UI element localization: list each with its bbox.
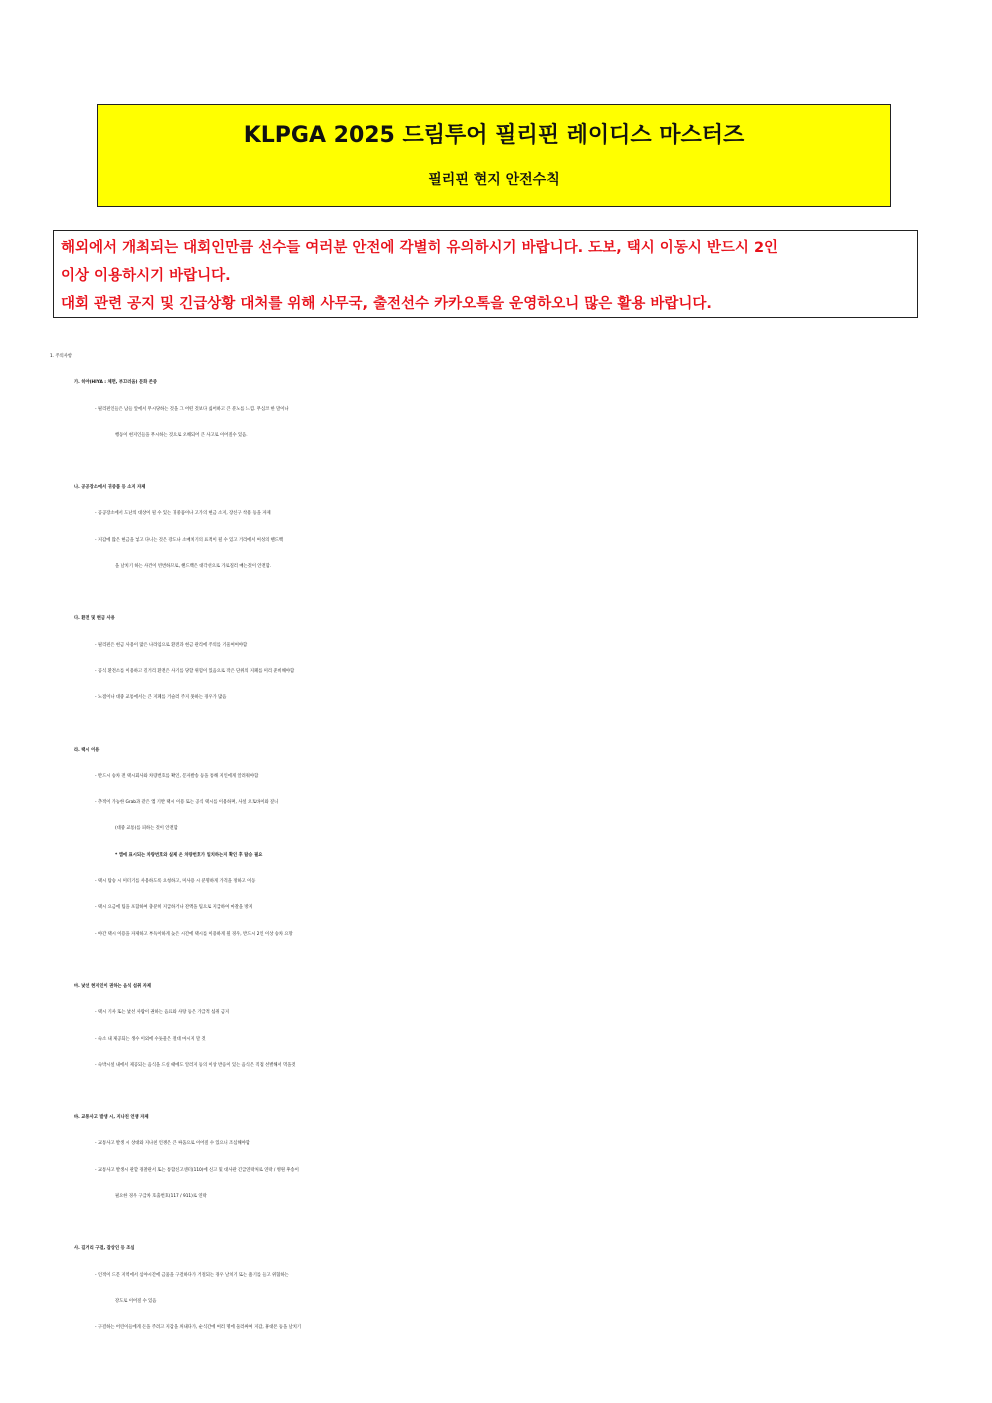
bullet-item: - 필리핀은 현금 사용이 많은 나라임으로 환전과 현금 관리에 주의를 기울여여야함 <box>95 642 248 648</box>
subsection-heading: 다. 환전 및 현금 사용 <box>74 616 115 622</box>
document-title: KLPGA 2025 드림투어 필리핀 레이디스 마스터즈 <box>243 123 745 148</box>
document-subtitle: 필리핀 현지 안전수칙 <box>428 172 560 188</box>
note-line: * 앱에 표시되는 차량번호와 실제 온 차량번호가 일치하는지 확인 후 탑승 필요 <box>115 852 263 858</box>
bullet-item: - 필리핀인들은 남들 앞에서 무시당하는 것을 그 어떤 것보다 싫어하고 큰 분노를 느낌. 무심코 한 말이나 <box>95 406 289 412</box>
spacer <box>0 449 992 475</box>
spacer <box>0 1210 992 1236</box>
bullet-item: - 택시 탑승 시 미터기를 사용하도록 요청하고, 미사용 시 분명하게 가격을 정하고 이동 <box>95 879 256 885</box>
bullet-item: - 구걸하는 어린이들에게 돈을 주려고 지갑을 꺼내다가, 순식간에 여러 명에 둘러싸여 지갑, 휴대폰 등을 날치기 <box>95 1325 302 1331</box>
bullet-item: - 숙박시설 내에서 제공되는 음식을 드실 때에도 알러지 등의 이상 반응이 있는 음식은 직접 선별해서 먹을것 <box>95 1062 296 1068</box>
notice-box <box>53 230 918 318</box>
spacer <box>0 948 992 974</box>
bullet-item: - 교통사고 발생시 관할 경찰관서 또는 통합신고센터(110)에 신고 및 대사관 긴급연락처로 연락 / 병원 후송이 <box>95 1167 299 1173</box>
bullet-continuation: (대중 교통)를 피하는 것이 안전함 <box>115 826 178 832</box>
bullet-continuation: 행동이 현지인들을 무시하는 것으로 오해되어 큰 사고로 이어질수 있음. <box>115 432 248 438</box>
notice-line: 해외에서 개최되는 대회인만큼 선수들 여러분 안전에 각별히 유의하시기 바랍니다. 도보, 택시 이동시 반드시 2인 <box>61 240 779 256</box>
bullet-item: - 교통사고 발생 시 상대와 지나친 언쟁은 큰 싸움으로 이어질 수 있으니 조심해야함 <box>95 1141 250 1147</box>
bullet-item: - 공식 환전소를 이용하고 길거리 환전은 사기를 당할 위험이 있음으로 작은 단위의 지폐를 미리 준비해야함 <box>95 668 295 674</box>
bullet-item: - 추적이 가능한 Grab과 같은 앱 기반 택시 이용 또는 공식 택시를 이용하며, 사설 오토바이와 짚니 <box>95 800 279 806</box>
bullet-item: - 노점이나 대중 교통에서는 큰 지폐를 거슬러 주지 못하는 경우가 많음 <box>95 695 227 701</box>
section-heading: 1. 주의사항 <box>50 354 73 359</box>
subsection-heading: 가. 히야(HIYA : 체면, 부끄러움) 문화 존중 <box>74 380 158 386</box>
subsection-heading: 사. 길거리 구걸, 잡상인 등 조심 <box>74 1246 135 1252</box>
bullet-item: - 공공장소에서 도난의 대상이 될 수 있는 귀중품이나 고가의 현금 소지, 장신구 착용 등을 자제 <box>95 511 271 517</box>
bullet-continuation: 필요한 경우 구급차 호출번호(117 / 911)로 연락 <box>115 1194 207 1200</box>
bullet-item: - 지갑에 많은 현금을 넣고 다니는 것은 강도나 소매치기의 표적이 될 수 있고 거리에서 여성의 핸드백 <box>95 537 284 543</box>
subsection-heading: 바. 교통사고 발생 시, 지나친 언쟁 자제 <box>74 1115 149 1121</box>
bullet-item: - 택시 기사 또는 낯선 사람이 권하는 음료와 사탕 등은 가급적 섭취 금지 <box>95 1010 230 1016</box>
bullet-item: - 숙소 내 제공되는 생수 이외에 수돗물은 절대 마시지 말 것 <box>95 1036 206 1042</box>
spacer <box>0 580 992 606</box>
notice-line: 대회 관련 공지 및 긴급상황 대처를 위해 사무국, 출전선수 카카오톡을 운영하오니 많은 활용 바랍니다. <box>61 296 712 312</box>
spacer <box>0 712 992 738</box>
notice-line: 이상 이용하시기 바랍니다. <box>61 268 231 284</box>
subsection-heading: 라. 택시 이용 <box>74 747 100 753</box>
subsection-heading: 마. 낯선 현지인이 권하는 음식 섭취 자제 <box>74 983 152 989</box>
section-content <box>0 344 992 1342</box>
bullet-continuation: 강도로 이어질 수 있음 <box>115 1298 157 1304</box>
subsection-heading: 나. 공공장소에서 귀중품 등 소지 자제 <box>74 485 146 491</box>
bullet-item: - 인적이 드문 지역에서 심야시간에 금품을 구걸하다가 거절되는 경우 날치기 또는 흉기를 들고 위협하는 <box>95 1272 289 1278</box>
bullet-continuation: 을 날치기 하는 사건이 빈번하므로, 핸드백은 대각선으로 가로질러 매는것이 안전함. <box>115 564 272 570</box>
spacer <box>0 1079 992 1105</box>
bullet-item: - 반드시 승차 전 택시회사와 차량번호를 확인, 문자발송 등을 통해 지인에게 알려줘야함 <box>95 773 259 779</box>
title-box <box>97 104 891 207</box>
bullet-item: - 야간 택시 이용을 자제하고 부득이하게 늦은 시간에 택시를 이용하게 될 경우, 반드시 2인 이상 승차 요망 <box>95 931 293 937</box>
bullet-item: - 택시 요금에 팁을 포함하여 충분히 지급하거나 잔액을 팁으로 지급하여 마찰을 방지 <box>95 905 253 911</box>
